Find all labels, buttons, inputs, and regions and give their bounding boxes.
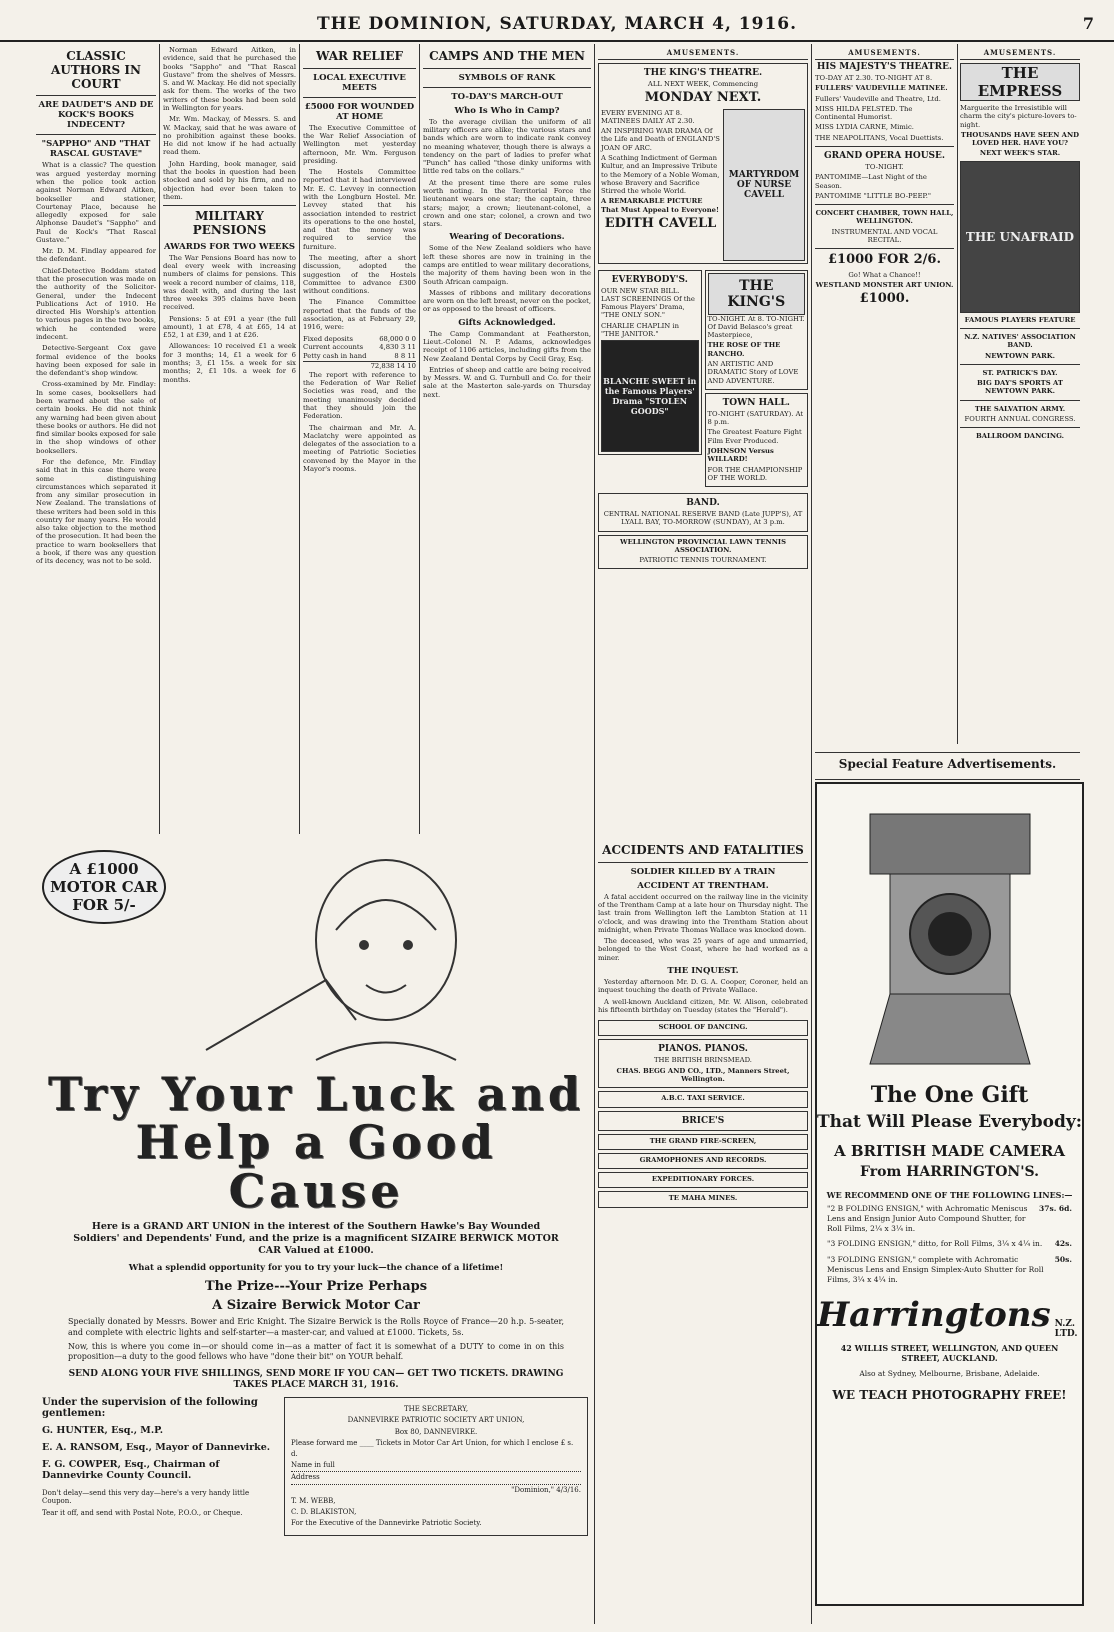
camera-item: "2 B FOLDING ENSIGN," with Achromatic Meniscus Lens and Ensign Junior Auto Compound Shutter, for Roll Films, 2¼ x 3¼ in. 37s. 6d. — [827, 1204, 1072, 1234]
column-rule — [159, 44, 160, 834]
special-feature-header: Special Feature Advertisements. — [815, 752, 1080, 780]
ad-gramophones — [598, 1153, 808, 1169]
ad-text: MISS HILDA FELSTED. The Continental Humorist. — [815, 104, 913, 122]
ad-headline: £1000 FOR 2/6. — [827, 252, 941, 268]
ad-text: ALL NEXT WEEK, Commencing — [647, 80, 759, 88]
kings-logo: THE KING'S — [708, 273, 806, 315]
ad-text: FULLERS' VAUDEVILLE MATINEE. — [815, 84, 948, 93]
ad-brices — [598, 1111, 808, 1131]
article-subhead: ARE DAUDET'S AND DE KOCK'S BOOKS INDECENT? — [38, 100, 154, 131]
headline-try-your-luck: Try Your Luck and — [47, 1067, 585, 1121]
article-accidents — [598, 840, 808, 1630]
paragraph: Allowances: 10 received £1 a week for 3 months; 14, £1 a week for 6 months; 3, £1 15s. a week for six months; 2, £1 10s. a week for 6 months. — [163, 342, 296, 384]
ad-text: FOURTH ANNUAL CONGRESS. — [964, 414, 1076, 423]
amusements-column-2 — [815, 46, 954, 746]
ad-text: FOR THE CHAMPIONSHIP OF THE WORLD. — [707, 465, 803, 482]
paragraph: The meeting, after a short discussion, adopted the suggestion of the Hostels Committee to advance £300 without conditions. — [303, 254, 416, 296]
ad-text: MISS LYDIA CARNE, Mimic. — [815, 123, 914, 132]
ad-title: SCHOOL OF DANCING. — [658, 1023, 748, 1032]
ad-title: WELLINGTON PROVINCIAL LAWN TENNIS ASSOCIATION. — [619, 537, 787, 554]
ad-text: TO-NIGHT. At 8. TO-NIGHT. Of David Belasco's great Masterpiece, — [707, 314, 805, 340]
column-rule — [811, 44, 812, 1624]
paragraph: The Camp Commandant at Featherston, Lieut.-Colonel N. P. Adams, acknowledges receipt of 1106 articles, including gifts from the New Zealand Dental Corps by Cecil Gray, Esq. — [423, 329, 591, 363]
car-description: Specially donated by Messrs. Bower and Eric Knight. The Sizaire Berwick is the Rolls Royce of France—20 h.p. 5-seater, and complete with electric lights and self-starter—a master-car, and valued at £1000. Tickets, 5s. — [68, 1317, 564, 1337]
ad-text: THE ROSE OF THE RANCHO. — [707, 341, 781, 358]
article-subhead: THE INQUEST. — [667, 966, 739, 977]
coupon-tag: "Dominion," 4/3/16. — [511, 1485, 581, 1494]
ad-title: THE GRAND FIRE-SCREEN, — [649, 1136, 757, 1145]
amusements-column-3 — [960, 46, 1080, 746]
paragraph: What is a classic? The question was argued yesterday morning when the police took action against Norman Edward Aitken, bookseller and stationer, Courtenay Place, because he allegedly exposed for sale Alphonse Daudet's "Sappho" and Paul de Kock's "That Rascal Gustave." — [36, 161, 156, 244]
article-subhead: ACCIDENT AT TRENTHAM. — [637, 880, 769, 891]
article-subhead: SYMBOLS OF RANK — [458, 72, 556, 83]
empress-logo: THE EMPRESS — [960, 63, 1080, 101]
camera-recommend: WE RECOMMEND ONE OF THE FOLLOWING LINES:— — [826, 1190, 1073, 1200]
ad-title: A.B.C. TAXI SERVICE. — [661, 1094, 745, 1103]
paragraph: Norman Edward Aitken, in evidence, said that he purchased the books "Sappho" and "That Rascal Gustave" from the shelves of Messrs. S. and W. Mackay. He did not specially ask for them. The works of the two writers of these books had been sold in Wellington for years. — [163, 46, 296, 112]
ad-text: CHAS. BEGG AND CO., LTD., Manners Street, Wellington. — [616, 1066, 790, 1084]
camera-subheadline: That Will Please Everybody: — [817, 1112, 1083, 1132]
ad-text: THE NEAPOLITANS, Vocal Duettists. — [815, 133, 944, 142]
section-header: AMUSEMENTS. — [815, 46, 954, 60]
ad-title: BIG DAY'S SPORTS AT NEWTOWN PARK. — [977, 379, 1063, 396]
ad-title: BRICE'S — [681, 1115, 725, 1126]
delay-note: Don't delay—send this very day—here's a very handy little Coupon. — [42, 1489, 250, 1506]
article-title: MILITARY PENSIONS — [192, 209, 267, 237]
ad-headline: EDITH CAVELL — [604, 215, 717, 231]
coupon-address-field[interactable]: Address — [291, 1472, 581, 1484]
camera-item: "3 FOLDING ENSIGN," ditto, for Roll Films, 3¼ x 4¼ in. 42s. — [827, 1239, 1072, 1249]
ad-everybodys — [598, 270, 702, 456]
article-subhead: Who Is Who in Camp? — [454, 105, 560, 116]
section-header: AMUSEMENTS. — [598, 46, 808, 60]
funds-row: Petty cash in hand 8 8 11 — [303, 352, 416, 361]
ad-text: AN INSPIRING WAR DRAMA Of the Life and Death of ENGLAND'S JOAN OF ARC. — [601, 127, 720, 152]
harringtons-suffix: N.Z. LTD. — [1054, 1318, 1078, 1339]
ad-title: TE MAHA MINES. — [668, 1194, 738, 1203]
headline-help-a-good-cause: Help a Good Cause — [135, 1115, 497, 1218]
ad-title: HIS MAJESTY'S THEATRE. — [816, 62, 953, 72]
supervision-heading: Under the supervision of the following gentlemen: — [42, 1397, 258, 1420]
camera-headline: The One Gift — [870, 1082, 1029, 1108]
nurse-cavell-illustration: MARTYRDOM OF NURSE CAVELL — [723, 109, 805, 261]
paragraph: Cross-examined by Mr. Findlay: In some cases, booksellers had been warned about the sale of certain books. He did not think any warning had been given about these books or authors. He did not find similar books exposed for sale in the shop windows of other booksellers. — [36, 380, 156, 455]
ad-taxi — [598, 1091, 808, 1107]
article-subhead: Gifts Acknowledged. — [458, 317, 556, 328]
ad-title: CONCERT CHAMBER, TOWN HALL, WELLINGTON. — [815, 209, 954, 226]
gentleman-3: F. G. COWPER, Esq., Chairman of Dannevirke County Council. — [42, 1459, 220, 1482]
ad-kings-theatre — [598, 63, 808, 264]
ad-title: GRAMOPHONES AND RECORDS. — [639, 1155, 767, 1164]
ad-text: A REMARKABLE PICTURE That Must Appeal to Everyone! — [601, 197, 719, 214]
paragraph: For the defence, Mr. Findlay said that in this case there were some distinguishing circumstances which separated it from any similar prosecution in New Zealand. The translations of these writers had been sold in this country for many years. He would also take objection to the method of the prosecution. It had been the practice to warn booksellers that a book, if there was any question of its decency, was not to be sold. — [36, 457, 156, 566]
article-subhead: LOCAL EXECUTIVE MEETS — [313, 72, 406, 93]
ad-text: INSTRUMENTAL AND VOCAL RECITAL. — [831, 227, 938, 244]
paragraph: John Harding, book manager, said that the books in question had been stocked and sold by his firm, and no objection had ever been taken to them. — [163, 159, 296, 201]
ad-text: The Greatest Feature Fight Film Ever Produced. — [707, 428, 802, 445]
coupon-to: THE SECRETARY, — [403, 1405, 469, 1414]
ad-title: EXPEDITIONARY FORCES. — [651, 1175, 755, 1184]
funds-row: Fixed deposits 68,000 0 0 — [303, 334, 416, 343]
camera-from: From HARRINGTON'S. — [860, 1164, 1039, 1180]
ad-kings-2 — [705, 270, 809, 390]
ad-text: THE BRITISH BRINSMEAD. — [654, 1056, 752, 1065]
newspaper-title: THE DOMINION, SATURDAY, MARCH 4, 1916. — [316, 14, 798, 34]
ad-text: PATRIOTIC TENNIS TOURNAMENT. — [639, 556, 767, 565]
ad-title: BALLROOM DANCING. — [975, 432, 1065, 441]
motor-car-illustration: A £1000 MOTOR CAR FOR 5/- — [42, 850, 166, 924]
ad-text: EVERY EVENING AT 8. MATINEES DAILY AT 2.30. — [601, 108, 695, 125]
article-title: WAR RELIEF — [315, 49, 403, 63]
ad-text: TO-NIGHT (SATURDAY). At 8 p.m. — [707, 409, 804, 427]
ad-title: PIANOS. PIANOS. — [658, 1044, 748, 1055]
paragraph: Mr. D. M. Findlay appeared for the defendant. — [36, 247, 156, 264]
paragraph: The Hostels Committee reported that it had interviewed Mr. E. C. Levvey in connection with the Longburn Hostel. Mr. Levvey stated that his association intended to restrict its operations to the one hostel, and that the money was required to service the furniture. — [303, 168, 416, 251]
call-to-action: Now, this is where you come in—or should come in—as a matter of fact it is somewhat of a DUTY to come in on this proposition—a duty to the good fellows who have "done their bit" on YOUR behalf. — [68, 1341, 564, 1362]
ad-band — [598, 493, 808, 532]
coupon-signatory: T. M. WEBB, — [291, 1496, 336, 1505]
ad-pianos — [598, 1039, 808, 1088]
coupon-please: Please forward me ____ Tickets in Motor Car Art Union, for which I enclose £ s. d. — [291, 1438, 574, 1458]
article-classic-authors — [36, 46, 156, 836]
ad-title: EVERYBODY'S. — [611, 274, 688, 285]
paragraph: The Executive Committee of the War Relief Association of Wellington met yesterday afternoon, Mr. Wm. Ferguson presiding. — [303, 123, 416, 165]
ad-text: TO-NIGHT. — [865, 162, 904, 171]
ad-title: GRAND OPERA HOUSE. — [823, 150, 946, 161]
order-coupon[interactable] — [284, 1397, 588, 1536]
ad-text: AN ARTISTIC AND DRAMATIC Story of LOVE AND ADVENTURE. — [707, 359, 799, 385]
ad-text: JOHNSON Versus WILLARD! — [707, 446, 774, 464]
paragraph: Masses of ribbons and military decorations are worn on the left breast, never on the pocket, or as opposed to the breast of officers. — [423, 288, 591, 314]
opportunity-text: What a splendid opportunity for you to try your luck—the chance of a lifetime! — [128, 1262, 504, 1273]
paragraph: Chief-Detective Boddam stated that the prosecution was made on the authority of the Solicitor-General, under the Indecent Publications Act of 1910. He directed His Worship's attention to various pages in the two books, which he contended were indecent. — [36, 266, 156, 342]
ad-text: Marguerite the Irresistible will charm the city's picture-lovers to-night. — [960, 104, 1077, 129]
ad-text: OUR NEW STAR BILL. LAST SCREENINGS Of the Famous Players' Drama, "THE ONLY SON." — [601, 286, 695, 320]
paragraph: To the average civilian the uniform of all military officers are alike; the various stars and bands which are worn to indicate rank convey no meaning whatever, though there is always a tendency on the part of ladies to prefer what "Punch" has called "those dinky uniforms with little red tabs on the collars." — [423, 117, 591, 176]
funds-row: Current accounts 4,830 3 11 — [303, 343, 416, 352]
funds-total: 72,838 14 10 — [303, 361, 416, 371]
camera-british: A BRITISH MADE CAMERA — [833, 1142, 1066, 1160]
paragraph: Some of the New Zealand soldiers who have left these shores are now in training in the camps are entitled to wear military decorations, the majority of them having been won in the South African campaign. — [423, 244, 591, 286]
ad-fire-screen — [598, 1134, 808, 1150]
lead-text: Here is a GRAND ART UNION in the interest of the Southern Hawke's Bay Wounded Soldiers' and Dependents' Fund, and the prize is a magnificent SIZAIRE BERWICK MOTOR CAR Valued at £1000. — [73, 1220, 559, 1256]
ad-text: TO-DAY AT 2.30. TO-NIGHT AT 8. — [815, 74, 933, 82]
article-subhead: £5000 FOR WOUNDED AT HOME — [304, 101, 415, 122]
ad-text: CHARLIE CHAPLIN in "THE JANITOR." — [601, 321, 679, 338]
article-title: ACCIDENTS AND FATALITIES — [602, 843, 804, 857]
paragraph: Detective-Sergeant Cox gave formal evidence of the books having been exposed for sale in the defendant's shop window. — [36, 344, 156, 378]
article-subhead: AWARDS FOR TWO WEEKS — [163, 241, 296, 252]
paragraph: The Finance Committee reported that the funds of the association, as at February 29, 1916, were: — [303, 298, 416, 332]
paragraph: The deceased, who was 25 years of age and unmarried, belonged to the West Coast, where he had worked as a miner. — [598, 937, 808, 962]
coupon-signatory: C. D. BLAKISTON, — [291, 1507, 357, 1516]
harringtons-branches: Also at Sydney, Melbourne, Brisbane, Adelaide. — [859, 1368, 1040, 1378]
coupon-society: DANNEVIRKE PATRIOTIC SOCIETY ART UNION, — [347, 1416, 525, 1425]
ad-text: CENTRAL NATIONAL RESERVE BAND (Late JUPP'S), AT LYALL BAY, TO-MORROW (SUNDAY), At 3 p.m. — [603, 510, 803, 527]
paragraph: The report with reference to the Federation of War Relief Societies was read, and the meeting unanimously decided that they should join the Federation. — [303, 370, 416, 421]
column-rule — [419, 44, 420, 834]
paragraph: At the present time there are some rules worth noting. In the Territorial Force the lieutenant wears one star; the captain, three stars; major, a crown; lieutenant-colonel, a crown and one star; colonel, a crown and two stars. — [423, 178, 591, 229]
article-subhead: "SAPPHO" AND "THAT RASCAL GUSTAVE" — [41, 139, 151, 160]
ad-dancing — [598, 1020, 808, 1036]
article-title: CAMPS AND THE MEN — [429, 49, 585, 63]
funds-table — [303, 335, 416, 371]
ad-tennis — [598, 535, 808, 570]
send-along: SEND ALONG YOUR FIVE SHILLINGS, SEND MORE IF YOU CAN— GET TWO TICKETS. DRAWING TAKES PLACE MARCH 31, 1916. — [68, 1368, 564, 1390]
paragraph: Entries of sheep and cattle are being received by Messrs. W. and G. Turnbull and Co. for their sale at the Masterton sale-yards on Thursday next. — [423, 365, 591, 399]
paragraph: Pensions: 5 at £91 a year (the full amount), 1 at £78, 4 at £65, 14 at £52, 1 at £39, and 1 at £26. — [163, 314, 296, 340]
prize-line: The Prize---Your Prize Perhaps — [204, 1279, 428, 1295]
ad-text: Fullers' Vaudeville and Theatre, Ltd. — [815, 94, 941, 103]
ad-text: Go! What a Chance!! — [848, 270, 921, 279]
ad-text: THOUSANDS HAVE SEEN AND LOVED HER. HAVE YOU? — [960, 130, 1080, 148]
paragraph: Yesterday afternoon Mr. D. G. A. Cooper, Coroner, held an inquest touching the death of Private Wallace. — [598, 978, 808, 995]
page-number: 7 — [1082, 14, 1094, 33]
ad-text: PANTOMIME "LITTLE BO-PEEP." — [815, 191, 932, 200]
column-rule — [299, 44, 300, 834]
article-subhead: TO-DAY'S MARCH-OUT — [451, 91, 563, 102]
tear-note: Tear it off, and send with Postal Note, P.O.O., or Cheque. — [42, 1509, 243, 1518]
section-header: AMUSEMENTS. — [960, 46, 1080, 60]
unafraid-illustration: THE UNAFRAID — [960, 161, 1080, 313]
ad-title: THE SALVATION ARMY. — [974, 404, 1066, 413]
ad-text: NEXT WEEK'S STAR. — [979, 149, 1061, 158]
ad-title: BAND. — [686, 498, 720, 509]
coupon-box: Box 80, DANNEVIRKE. — [394, 1427, 478, 1436]
stolen-goods-illustration: BLANCHE SWEET in the Famous Players' Drama "STOLEN GOODS" — [601, 340, 699, 452]
ad-title: TOWN HALL. — [722, 397, 790, 408]
column-rule — [957, 44, 958, 744]
amusements-column-1 — [598, 46, 808, 836]
ad-town-hall — [705, 393, 809, 487]
camera-item: "3 FOLDING ENSIGN," complete with Achromatic Meniscus Lens and Ensign Simplex-Auto Shutter for Roll Films, 3¼ x 4¼ in. 50s. — [827, 1254, 1072, 1284]
ad-title: ST. PATRICK'S DAY. — [982, 368, 1058, 377]
ad-expeditionary — [598, 1172, 808, 1188]
article-subhead: SOLDIER KILLED BY A TRAIN — [630, 866, 776, 877]
harringtons-logo: Harringtons — [817, 1294, 1051, 1335]
article-war-relief — [303, 46, 416, 836]
column-rule — [594, 44, 595, 1624]
article-subhead: Wearing of Decorations. — [449, 232, 565, 243]
article-title: CLASSIC AUTHORS IN COURT — [51, 49, 141, 91]
ad-mines — [598, 1191, 808, 1207]
ad-motor-car-art-union — [38, 842, 594, 1632]
paragraph: The chairman and Mr. A. Maclatchy were appointed as delegates of the association to a meeting of Patriotic Societies convened by the Mayor in the Mayor's rooms. — [303, 423, 416, 473]
coupon-name-field[interactable]: Name in full — [291, 1460, 581, 1472]
ad-text: A Scathing Indictment of German Kultur, and an Impressive Tribute to the Memory of a Noble Woman, whose Bravery and Sacrifice Stirred the whole World. — [601, 153, 720, 196]
ad-text: PANTOMIME—Last Night of the Season. — [815, 173, 927, 190]
article-camps — [423, 46, 591, 836]
gentleman-1: G. HUNTER, Esq., M.P. — [42, 1425, 164, 1437]
article-continuation — [163, 46, 296, 836]
ad-title: WESTLAND MONSTER ART UNION. — [815, 280, 954, 289]
ad-headline: MONDAY NEXT. — [644, 90, 762, 106]
gentleman-2: E. A. RANSOM, Esq., Mayor of Dannevirke. — [42, 1442, 271, 1454]
paragraph: A fatal accident occurred on the railway line in the vicinity of the Trentham Camp at a late hour on Thursday night. The last train from Wellington left the Lambton Station at 11 o'clock, and was drawing into the Trentham Station about midnight, when Private Thomas Wallace was knocked down. — [598, 892, 808, 934]
prize-car: A Sizaire Berwick Motor Car — [212, 1298, 420, 1314]
masthead — [0, 10, 1114, 42]
paragraph: Mr. Wm. Mackay, of Messrs. S. and W. Mackay, said that he was aware of no prohibition against these books. He did not know if he had actually read them. — [163, 115, 296, 157]
portrait-illustration — [186, 850, 506, 1070]
ad-text: FAMOUS PLAYERS FEATURE — [964, 315, 1076, 324]
ad-headline: £1000. — [859, 291, 910, 307]
harringtons-address: 42 WILLIS STREET, WELLINGTON, AND QUEEN STREET, AUCKLAND. — [840, 1342, 1059, 1363]
ad-title: NEWTOWN PARK. — [984, 351, 1056, 360]
ad-harringtons-camera — [815, 782, 1084, 1606]
coupon-signature-note: For the Executive of the Dannevirke Patriotic Society. — [291, 1519, 482, 1528]
teach-photography: WE TEACH PHOTOGRAPHY FREE! — [832, 1387, 1067, 1402]
paragraph: The War Pensions Board has now to deal every week with increasing numbers of claims for pensions. This week a record number of claims, 118, was dealt with, and during the last three weeks 395 claims have been received. — [163, 253, 296, 312]
camera-illustration — [830, 794, 1070, 1074]
ad-title: N.Z. NATIVES' ASSOCIATION BAND. — [964, 332, 1076, 350]
ad-title: THE KING'S THEATRE. — [643, 68, 763, 78]
paragraph: A well-known Auckland citizen, Mr. W. Alison, celebrated his fifteenth birthday on Tuesday (states the "Herald"). — [598, 997, 808, 1014]
